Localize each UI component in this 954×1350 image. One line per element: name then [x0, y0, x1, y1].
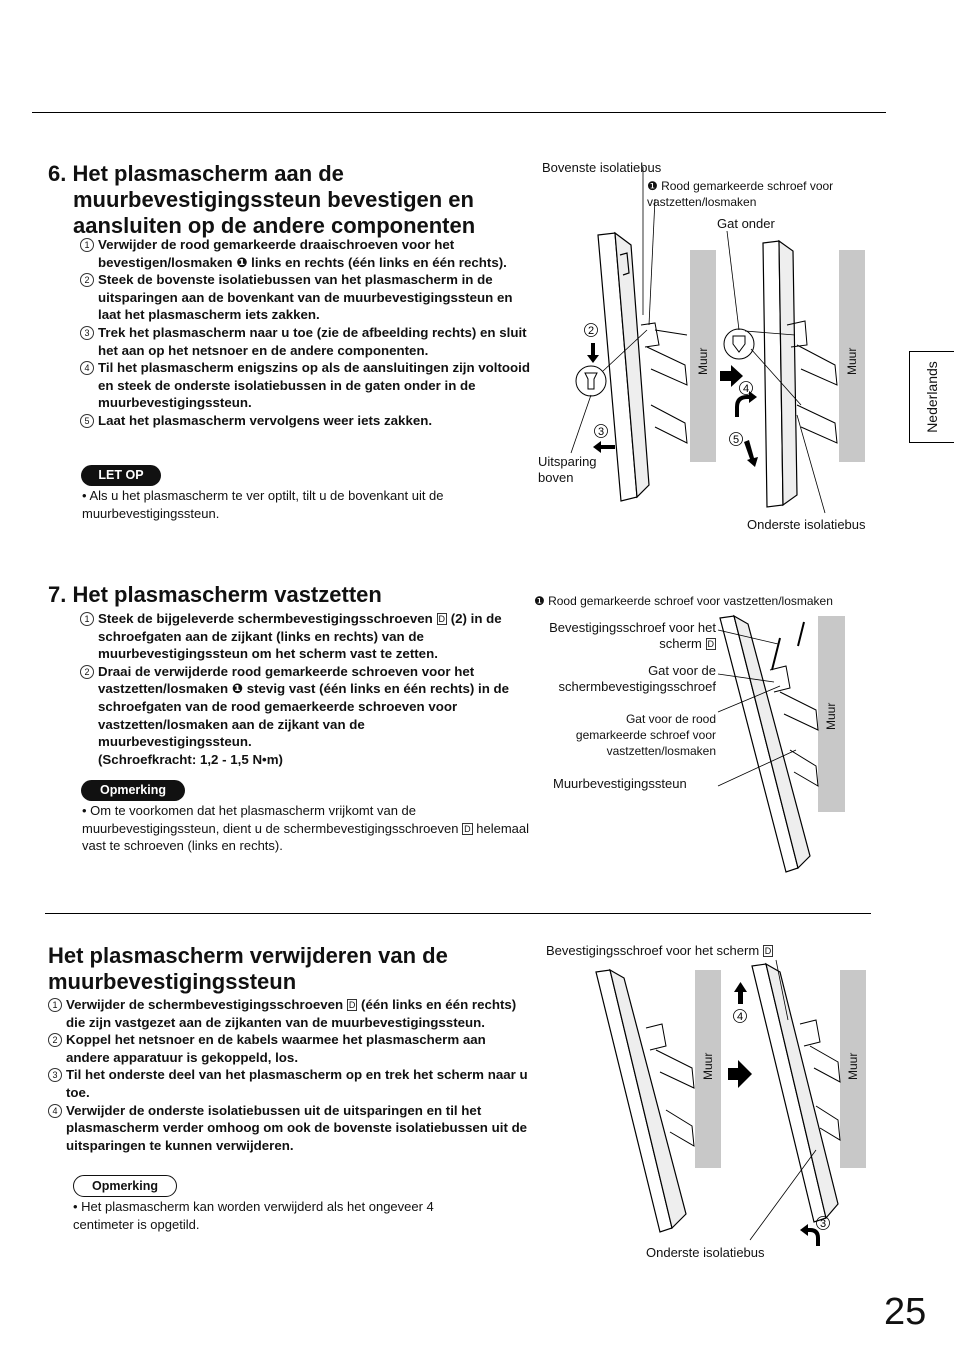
- fig-step-4: 4: [742, 383, 750, 395]
- screw-icon: [798, 622, 804, 646]
- fig6-recess-top-label: Uitsparing boven: [538, 454, 597, 485]
- fig-step-4: 4: [736, 1011, 744, 1023]
- note-text: • Het plasmascherm kan worden verwijderd als het ongeveer 4 centimeter is opgetild.: [73, 1199, 434, 1232]
- step-number: 2: [80, 273, 94, 287]
- note-badge: Opmerking: [73, 1175, 177, 1197]
- step-text: (2) in de schroefgaten aan de zijkant (links en rechts) van de muurbevestigingssteun om het scherm vast te zetten.: [98, 611, 502, 662]
- remove-fig-screw-text: Bevestigingsschroef voor het scherm: [546, 943, 760, 958]
- list-item: [80, 236, 532, 271]
- wall-label: Muur: [696, 347, 710, 375]
- plasma-screen: [720, 616, 810, 872]
- step-number: 1: [48, 998, 62, 1012]
- step-text: Steek de bijgeleverde schermbevestigingsschroeven: [98, 611, 433, 626]
- arrow-curved-icon-head: [800, 1224, 808, 1236]
- fig7-screen-screw-label: [528, 620, 716, 652]
- wall-label: Muur: [846, 1052, 860, 1080]
- page-number: 25: [884, 1291, 927, 1333]
- part-d-box: D: [707, 639, 714, 649]
- part-d-box: D: [348, 1000, 356, 1010]
- caution-badge: LET OP: [81, 465, 161, 486]
- part-d-box: D: [764, 946, 772, 956]
- torque-text: (Schroefkracht: 1,2 - 1,5 N•m): [98, 751, 283, 767]
- step-text: Verwijder de rood gemarkeerde draaischroeven voor het bevestigen/losmaken ❶ links en rechts (één links en één rechts).: [98, 237, 507, 270]
- list-item: [80, 610, 510, 663]
- arrow-up-icon: [734, 982, 747, 1004]
- language-tab-label: Nederlands: [924, 361, 940, 433]
- fig6-hole-below-label: Gat onder: [717, 216, 775, 231]
- step-number: 2: [48, 1033, 62, 1047]
- section-rule: [45, 913, 871, 914]
- section7-steps: [80, 610, 510, 768]
- caution-text: • Als u het plasmascherm te ver optilt, tilt u de bovenkant uit de muurbevestigingssteun.: [82, 488, 444, 521]
- remove-title: [48, 943, 518, 995]
- part-d-box: D: [438, 614, 445, 624]
- arrow-right-icon: [720, 365, 743, 387]
- fig7-bracket-label: Muurbevestigingssteun: [553, 776, 687, 791]
- list-item: [48, 996, 528, 1031]
- fig7-screen-screw-text: Bevestigingsschroef voor het scherm: [549, 620, 716, 651]
- section6-steps: [80, 236, 532, 430]
- fig-step-2: 2: [587, 325, 595, 337]
- step-number: 2: [80, 665, 94, 679]
- step-number: 3: [48, 1068, 62, 1082]
- section6-title-line: aansluiten op de andere componenten: [73, 213, 476, 238]
- remove-steps: [48, 996, 528, 1154]
- wall-label: Muur: [701, 1052, 715, 1080]
- step-text: Laat het plasmascherm vervolgens weer iets zakken.: [98, 412, 433, 428]
- step-text: Trek het plasmascherm naar u toe (zie de afbeelding rechts) en sluit het aan op het netsnoer en de andere componenten.: [98, 324, 527, 358]
- step-number: 1: [80, 238, 94, 252]
- note-text-before: • Om te voorkomen dat het plasmascherm vrijkomt van de muurbevestigingssteun, dient u de schermbevestigingsschroeven: [82, 803, 459, 836]
- arrow-left-icon: [593, 441, 615, 453]
- language-tab: [909, 351, 954, 443]
- section7-title: 7. Het plasmascherm vastzetten: [48, 582, 382, 607]
- list-item: [48, 1102, 528, 1155]
- top-rule: [32, 112, 886, 113]
- list-item: [80, 412, 532, 430]
- arrow-down-icon: [587, 343, 599, 363]
- step-text: Draai de verwijderde rood gemarkeerde schroeven voor het vastzetten/losmaken ❶ stevig vast (één links en één rechts) in de schroefgaten van de rood gemaerkeerde schroeven voor vastzetten/losmaken aan de zijkant van de muurbevestigingssteun.: [98, 663, 510, 750]
- list-item: [80, 324, 532, 359]
- note-text-after: helemaal vast te schroeven (links en rechts).: [82, 820, 530, 854]
- part-d-box: D: [464, 823, 471, 834]
- remove-title-line: Het plasmascherm verwijderen van de: [48, 943, 448, 968]
- step-text: Koppel het netsnoer en de kabels waarmee het plasmascherm aan andere apparatuur is gekoppeld, los.: [66, 1032, 486, 1065]
- plasma-screen: [752, 964, 838, 1222]
- step-number: 5: [80, 414, 94, 428]
- plasma-screen: [596, 970, 686, 1232]
- step-text: Verwijder de schermbevestigingsschroeven: [66, 997, 344, 1012]
- step-text: Til het onderste deel van het plasmascherm op en trek het scherm naar u toe.: [66, 1067, 528, 1100]
- fig6-red-screw-label: ❶ Rood gemarkeerde schroef voor vastzetten/losmaken: [647, 179, 834, 209]
- list-item: [48, 1066, 528, 1101]
- fig6-lower-bushing-label: Onderste isolatiebus: [747, 517, 866, 532]
- remove-figure: [580, 950, 880, 1250]
- remove-fig-screw-label: [546, 943, 773, 958]
- step-number: 4: [48, 1104, 62, 1118]
- fig6-upper-bushing-label: Bovenste isolatiebus: [542, 160, 662, 175]
- list-item: [80, 663, 510, 769]
- fig-step-5: 5: [732, 434, 740, 446]
- remove-title-line: muurbevestigingssteun: [48, 969, 297, 994]
- step-text: Steek de bovenste isolatiebussen van het plasmascherm in de uitsparingen aan de bovenkant van de muurbevestigingssteun en laat het plasmascherm iets zakken.: [98, 272, 513, 323]
- step-number: 4: [80, 361, 94, 375]
- fig7-screw-hole-label: Gat voor de schermbevestigingsschroef: [558, 663, 716, 694]
- note-text: [82, 802, 532, 855]
- fig-step-3: 3: [819, 1218, 827, 1230]
- note-badge: Opmerking: [81, 780, 185, 801]
- list-item: [48, 1031, 528, 1066]
- fig7-red-screw-hole-label: Gat voor de rood gemarkeerde schroef voor vastzetten/losmaken: [575, 712, 716, 758]
- step-text: Verwijder de onderste isolatiebussen uit de uitsparingen en til het plasmascherm verder omhoog om ook de bovenste isolatiebussen uit de uitsparingen te kunnen verwijderen.: [66, 1102, 528, 1153]
- section6-title-line: 6. Het plasmascherm aan de: [48, 161, 344, 186]
- remove-fig-lower-bushing-label: Onderste isolatiebus: [646, 1245, 765, 1260]
- step-text: Til het plasmascherm enigszins op als de aansluitingen zijn voltooid en steek de onderste isolatiebussen in de gaten onder in de muurbevestigingssteun.: [98, 360, 530, 411]
- section6-title-line: muurbevestigingssteun bevestigen en: [73, 187, 474, 212]
- step-text: (één links en één rechts) die zijn vastgezet aan de zijkanten van de muurbevestigingssteun.: [66, 997, 517, 1030]
- arrow-down-diag-icon: [744, 440, 758, 467]
- arrow-right-icon: [728, 1060, 752, 1088]
- step-number: 1: [80, 612, 94, 626]
- section7-figure: [700, 600, 860, 880]
- plasma-screen: [763, 241, 797, 507]
- list-item: [80, 271, 532, 324]
- wall-bracket: [641, 323, 687, 443]
- list-item: [80, 359, 532, 412]
- fig-step-3: 3: [597, 426, 605, 438]
- section6-title: [48, 161, 528, 239]
- fig7-red-screw-label: ❶ Rood gemarkeerde schroef voor vastzetten/losmaken: [534, 594, 833, 608]
- arrow-curved-up-icon: [737, 397, 751, 417]
- wall-label: Muur: [824, 702, 838, 730]
- wall-label: Muur: [845, 347, 859, 375]
- step-number: 3: [80, 326, 94, 340]
